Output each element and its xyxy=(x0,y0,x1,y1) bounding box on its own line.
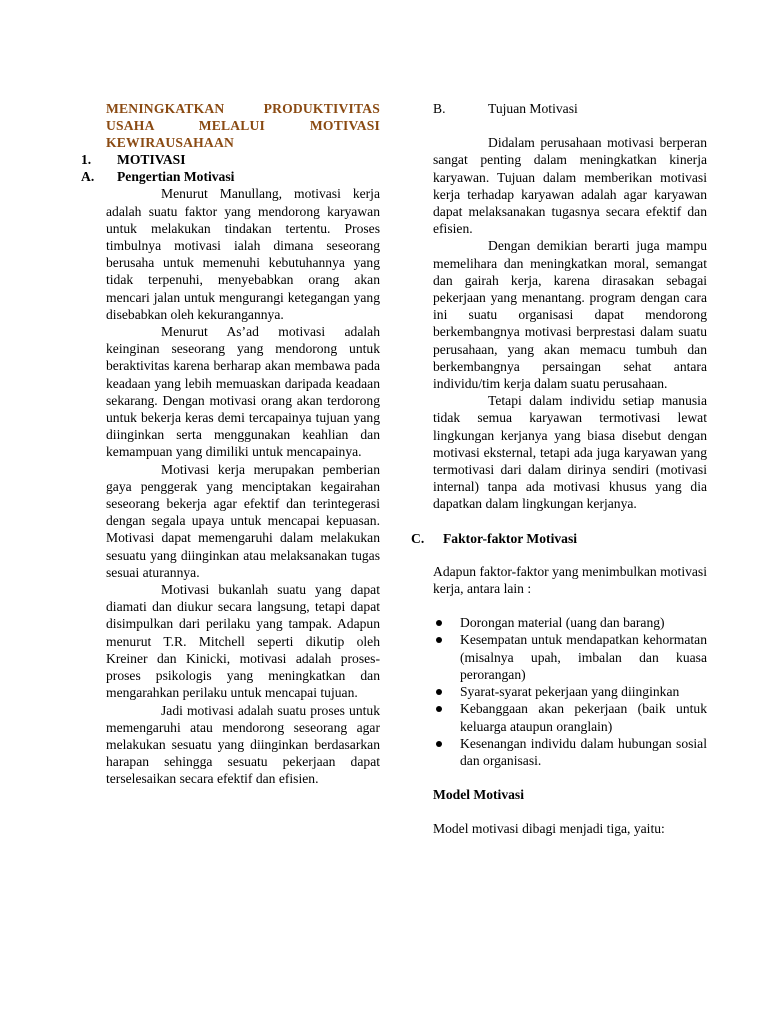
heading-letter: C. xyxy=(411,530,425,546)
paragraph: Tetapi dalam individu setiap manusia tidak semua karyawan termotivasi lewat lingkungan kerjanya yang biasa disebut dengan motivasi eksternal, tetapi ada juga karyawan yang termotivasi dari dalam dirinya sendiri (motivasi internal) tanpa ada motivasi khusus yang dia dapatkan dalam lingkungan kerjanya. xyxy=(433,393,707,512)
heading-letter: A. xyxy=(81,169,95,185)
factors-list xyxy=(433,614,707,769)
spacer xyxy=(433,513,707,530)
paragraph: Jadi motivasi adalah suatu proses untuk memengaruhi atau mendorong seseorang agar melakukan sesuatu yang diinginkan berdasarkan harapan sehingga sesuatu pekerjaan dapat terselesaikan secara efektif dan efisien. xyxy=(106,702,380,787)
spacer xyxy=(433,597,707,614)
paragraph: Motivasi bukanlah suatu yang dapat diamati dan diukur secara langsung, tetapi dapat disimpulkan dari perilaku yang tampak. Adapun menurut T.R. Mitchell seperti dikutip oleh Kreiner dan Kinicki, motivasi adalah proses-proses psikologis yang meningkatkan dan mengarahkan perilaku untuk mencapai tujuan. xyxy=(106,582,380,701)
heading-label: Tujuan Motivasi xyxy=(488,101,578,116)
paragraph: Menurut Manullang, motivasi kerja adalah suatu faktor yang mendorong karyawan untuk melakukan tindakan tertentu. Proses timbulnya motivasi ialah dimana seseorang berusaha untuk memenuhi kebutuhannya yang tidak terpenuhi, menyebabkan orang akan mencari jalan untuk mengurangi ketegangan yang disebabkan oleh kekurangannya. xyxy=(106,186,380,322)
heading-label: Pengertian Motivasi xyxy=(117,169,235,185)
spacer xyxy=(433,769,707,786)
right-column xyxy=(411,100,707,838)
factors-intro: Adapun faktor-faktor yang menimbulkan motivasi kerja, antara lain : xyxy=(433,563,707,597)
bullet-icon xyxy=(436,741,442,747)
document-title: MENINGKATKAN PRODUKTIVITAS USAHA MELALUI MOTIVASI KEWIRAUSAHAAN xyxy=(106,101,380,150)
paragraph: Dengan demikian berarti juga mampu memelihara dan meningkatkan moral, semangat dan gairah kerja, karena dirasakan sebagai pekerjaan yang menantang. program dengan cara ini suatu organisasi dapat mendorong berkembangnya motivasi berprestasi dalam suatu perusahaan, yang akan memacu tumbuh dan berkembangnya persaingan sehat antara individu/tim kerja dalam suatu perusahaan. xyxy=(433,238,707,392)
bullet-icon xyxy=(436,620,442,626)
list-item: Syarat-syarat pekerjaan yang diinginkan xyxy=(433,683,707,700)
list-item: Kesempatan untuk mendapatkan kehormatan (misalnya upah, imbalan dan kuasa perorangan) xyxy=(433,631,707,683)
heading-motivasi xyxy=(81,151,355,168)
heading-pengertian-motivasi xyxy=(81,168,355,185)
heading-faktor-motivasi xyxy=(411,530,707,547)
heading-model-motivasi: Model Motivasi xyxy=(433,787,524,803)
list-item: Dorongan material (uang dan barang) xyxy=(433,614,707,631)
list-item: Kebanggaan akan pekerjaan (baik untuk keluarga ataupun oranglain) xyxy=(433,700,707,734)
bullet-icon xyxy=(436,706,442,712)
model-intro: Model motivasi dibagi menjadi tiga, yaitu: xyxy=(433,821,665,837)
heading-letter: B. xyxy=(433,101,446,116)
left-column xyxy=(81,100,380,788)
heading-tujuan-motivasi xyxy=(433,100,707,117)
heading-label: MOTIVASI xyxy=(117,152,186,167)
paragraph: Didalam perusahaan motivasi berperan sangat penting dalam meningkatkan kinerja karyawan. Tujuan dalam memberikan motivasi kerja terhadap karyawan adalah agar karyawan dapat melaksanakan tugasnya secara efektif dan efisien. xyxy=(433,135,707,237)
list-item: Kesenangan individu dalam hubungan sosial dan organisasi. xyxy=(433,735,707,769)
paragraph: Motivasi kerja merupakan pemberian gaya penggerak yang menciptakan kegairahan seseorang bekerja agar efektif dan terintegerasi dengan segala upaya untuk mencapai kepuasan. Motivasi dapat memengaruhi dalam melakukan sesuatu yang diinginkan atau melaksanakan tugas sesuai aturannya. xyxy=(106,461,380,580)
bullet-icon xyxy=(436,689,442,695)
spacer xyxy=(433,803,707,820)
bullet-icon xyxy=(436,637,442,643)
heading-number: 1. xyxy=(81,152,92,167)
paragraph: Menurut As’ad motivasi adalah keinginan seseorang yang mendorong untuk beraktivitas karena berharap akan membawa pada keadaan yang lebih memuaskan daripada keadaan sekarang. Dengan motivasi orang akan terdorong untuk bekerja keras demi tercapainya tujuan yang diinginkan serta menggunakan keahlian dan kemampuan yang dimiliki untuk mencapainya. xyxy=(106,324,380,460)
heading-label: Faktor-faktor Motivasi xyxy=(443,530,578,546)
